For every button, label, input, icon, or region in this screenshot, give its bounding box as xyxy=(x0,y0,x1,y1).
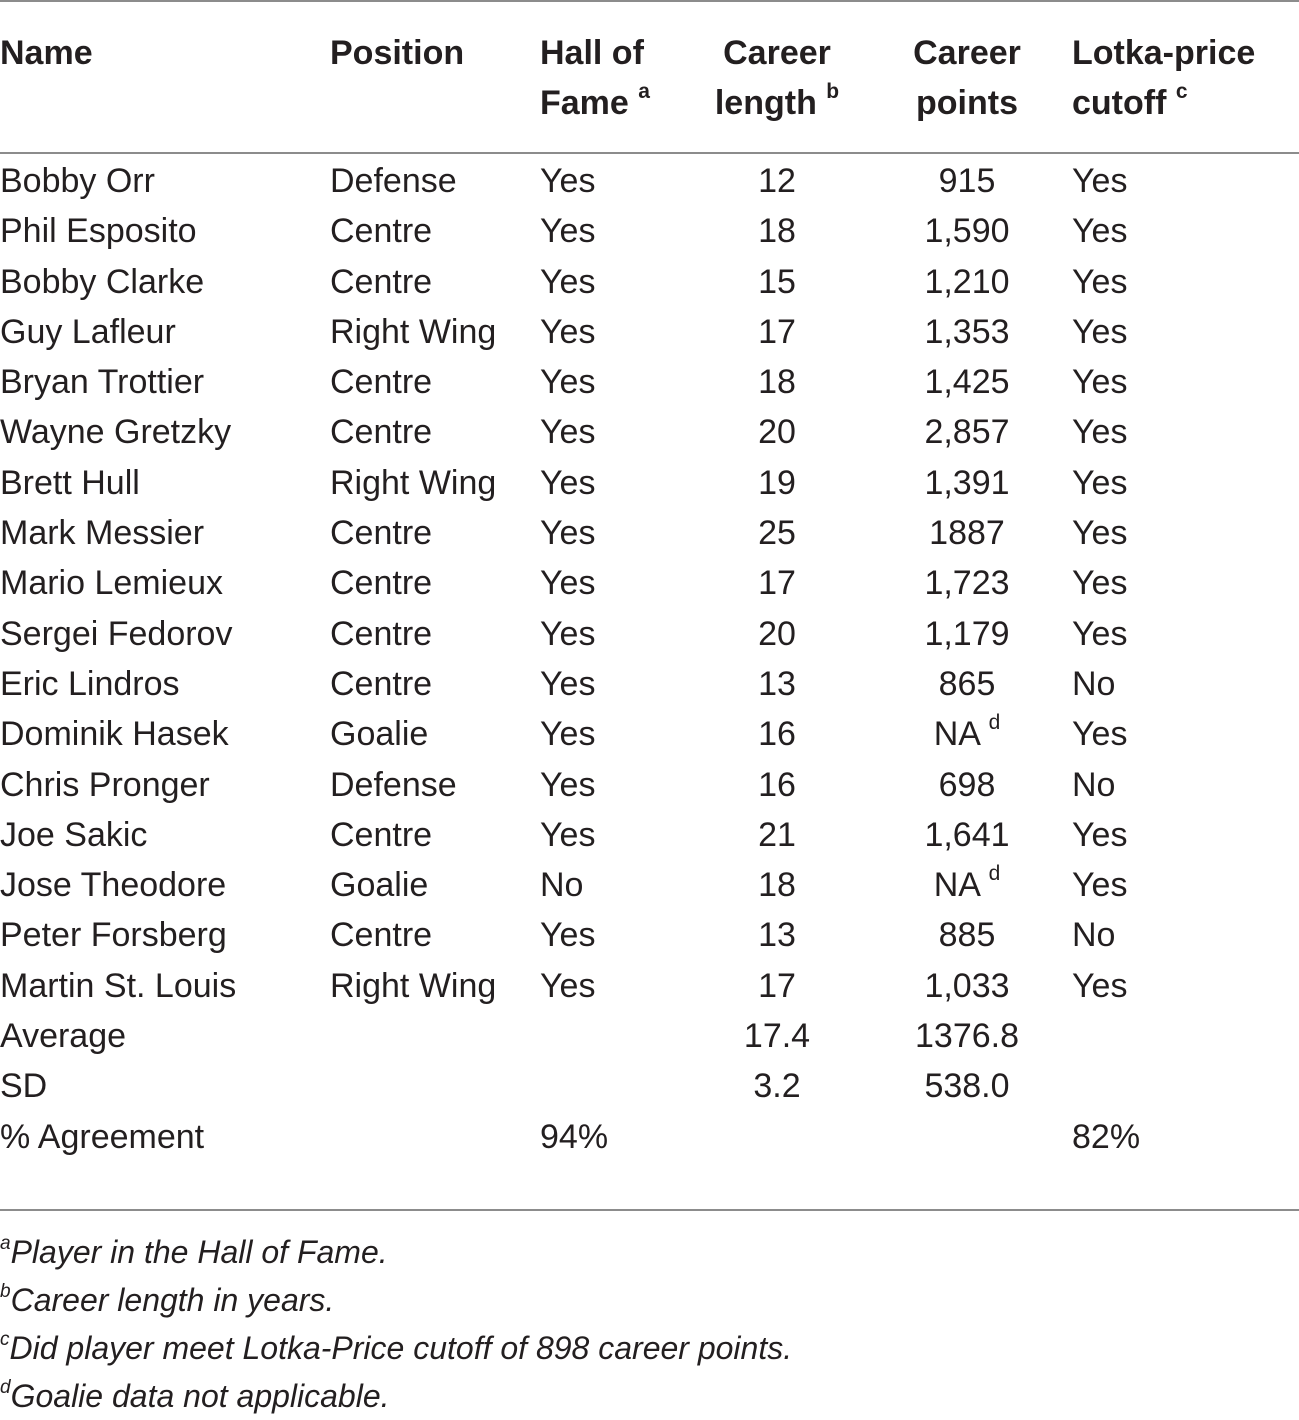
cell-hall-of-fame: Yes xyxy=(540,916,596,955)
cell-career-points: 915 xyxy=(938,162,996,200)
cell-position: Defense xyxy=(330,765,457,804)
summary-cell xyxy=(862,1112,1072,1162)
cell-career-length: 17 xyxy=(758,564,796,603)
cell-position: Goalie xyxy=(330,866,429,905)
summary-cell: 17.4 xyxy=(743,1017,811,1056)
cell-career-points: 1,391 xyxy=(924,463,1010,502)
header-name: Name xyxy=(0,34,93,72)
cell-career-length: 18 xyxy=(758,212,796,251)
footnote-mark: d xyxy=(988,861,1001,885)
footnote: $^d$Goalie data not applicable. xyxy=(0,1377,390,1414)
summary-cell xyxy=(692,1112,862,1162)
header-lotka-cutoff: Lotka-price cutoff $^c$ xyxy=(1072,34,1256,122)
footnote-mark: d xyxy=(988,710,1001,734)
cell-lotka-cutoff: Yes xyxy=(1072,614,1128,653)
summary-cell xyxy=(1072,1011,1299,1061)
footnote: $^a$Player in the Hall of Fame. xyxy=(0,1233,388,1270)
table-row xyxy=(0,860,1299,910)
cell-position: Centre xyxy=(330,815,433,854)
summary-sd-row xyxy=(0,1061,1299,1111)
cell-lotka-cutoff: Yes xyxy=(1072,564,1128,603)
table-row xyxy=(0,961,1299,1011)
footnotes xyxy=(0,1228,1299,1420)
table-row xyxy=(0,357,1299,407)
summary-cell xyxy=(1072,1061,1299,1111)
footnote: $^b$Career length in years. xyxy=(0,1281,335,1318)
table-row xyxy=(0,156,1299,206)
table-row xyxy=(0,709,1299,759)
cell-hall-of-fame: Yes xyxy=(540,212,596,251)
cell-lotka-cutoff: Yes xyxy=(1072,262,1128,301)
cell-lotka-cutoff: Yes xyxy=(1072,815,1128,854)
cell-hall-of-fame: Yes xyxy=(540,514,596,553)
cell-name: Joe Sakic xyxy=(0,815,148,854)
table-row xyxy=(0,407,1299,457)
footnote: $^c$Did player meet Lotka-Price cutoff of 898 career points. xyxy=(0,1329,793,1366)
cell-career-length: 18 xyxy=(758,363,796,402)
cell-career-points: 2,857 xyxy=(924,413,1010,452)
summary-average-row xyxy=(0,1011,1299,1061)
cell-name: Guy Lafleur xyxy=(0,312,176,351)
summary-cell: % Agreement xyxy=(0,1117,205,1156)
summary-cell: 3.2 xyxy=(753,1067,801,1106)
cell-hall-of-fame: Yes xyxy=(540,312,596,351)
cell-hall-of-fame: Yes xyxy=(540,664,596,703)
cell-hall-of-fame: Yes xyxy=(540,463,596,502)
header-hall-of-fame: Hall of Fame $^a$ xyxy=(540,34,650,122)
cell-position: Goalie xyxy=(330,715,429,754)
cell-hall-of-fame: Yes xyxy=(540,614,596,653)
summary-cell xyxy=(330,1011,540,1061)
cell-lotka-cutoff: Yes xyxy=(1072,363,1128,402)
summary-cell xyxy=(540,1061,692,1111)
summary-cell xyxy=(540,1011,692,1061)
cell-lotka-cutoff: Yes xyxy=(1072,866,1128,905)
cell-position: Centre xyxy=(330,413,433,452)
cell-career-points: 1,590 xyxy=(924,212,1010,251)
cell-career-points: 1887 xyxy=(929,514,1005,553)
cell-hall-of-fame: No xyxy=(540,866,584,905)
header-career-points: Career points xyxy=(913,34,1021,122)
table-row xyxy=(0,458,1299,508)
cell-name: Bryan Trottier xyxy=(0,363,205,402)
cell-position: Right Wing xyxy=(330,463,497,502)
summary-agreement-row xyxy=(0,1112,1299,1162)
table-row xyxy=(0,810,1299,860)
cell-career-points: 1,210 xyxy=(924,262,1010,301)
cell-position: Centre xyxy=(330,664,433,703)
cell-lotka-cutoff: Yes xyxy=(1072,413,1128,452)
cell-hall-of-fame: Yes xyxy=(540,262,596,301)
cell-career-length: 20 xyxy=(758,413,796,452)
cell-lotka-cutoff: Yes xyxy=(1072,514,1128,553)
cell-name: Dominik Hasek xyxy=(0,715,229,754)
cell-career-length: 15 xyxy=(758,262,796,301)
cell-career-length: 17 xyxy=(758,312,796,351)
cell-position: Right Wing xyxy=(330,312,497,351)
table-row xyxy=(0,558,1299,608)
cell-name: Bobby Clarke xyxy=(0,262,205,301)
header-position: Position xyxy=(330,34,465,72)
cell-position: Centre xyxy=(330,262,433,301)
cell-name: Bobby Orr xyxy=(0,162,155,200)
cell-career-points: 885 xyxy=(938,916,996,955)
summary-cell xyxy=(330,1061,540,1111)
summary-cell: 94% xyxy=(540,1117,609,1156)
cell-name: Phil Esposito xyxy=(0,212,197,251)
cell-career-length: 18 xyxy=(758,866,796,905)
cell-lotka-cutoff: Yes xyxy=(1072,715,1128,754)
cell-lotka-cutoff: No xyxy=(1072,664,1116,703)
cell-career-length: 20 xyxy=(758,614,796,653)
summary-cell: Average xyxy=(0,1017,127,1056)
cell-career-points: 1,425 xyxy=(924,363,1010,402)
header-row xyxy=(0,0,1299,128)
table-row xyxy=(0,508,1299,558)
table-row xyxy=(0,206,1299,256)
cell-name: Mario Lemieux xyxy=(0,564,223,603)
cell-name: Brett Hull xyxy=(0,463,140,502)
table-row xyxy=(0,257,1299,307)
cell-hall-of-fame: Yes xyxy=(540,715,596,754)
table-row xyxy=(0,307,1299,357)
cell-name: Peter Forsberg xyxy=(0,916,227,955)
cell-career-points: NA $^d$ xyxy=(933,861,1001,905)
cell-career-points: 1,179 xyxy=(924,614,1010,653)
cell-lotka-cutoff: Yes xyxy=(1072,162,1128,200)
table-row xyxy=(0,609,1299,659)
cell-position: Right Wing xyxy=(330,966,497,1005)
cell-name: Wayne Gretzky xyxy=(0,413,232,452)
cell-name: Mark Messier xyxy=(0,514,205,553)
cell-career-length: 17 xyxy=(758,966,796,1005)
cell-career-points: 698 xyxy=(938,765,996,804)
cell-career-length: 25 xyxy=(758,514,796,553)
cell-position: Centre xyxy=(330,212,433,251)
cell-hall-of-fame: Yes xyxy=(540,363,596,402)
cell-career-length: 21 xyxy=(758,815,796,854)
summary-cell: SD xyxy=(0,1067,48,1106)
cell-hall-of-fame: Yes xyxy=(540,413,596,452)
cell-name: Eric Lindros xyxy=(0,664,180,703)
cell-career-points: 1,033 xyxy=(924,966,1010,1005)
cell-career-points: NA $^d$ xyxy=(933,710,1001,754)
cell-name: Jose Theodore xyxy=(0,866,227,905)
cell-hall-of-fame: Yes xyxy=(540,966,596,1005)
cell-hall-of-fame: Yes xyxy=(540,564,596,603)
cell-career-length: 16 xyxy=(758,715,796,754)
cell-hall-of-fame: Yes xyxy=(540,765,596,804)
summary-cell: 1376.8 xyxy=(915,1017,1019,1056)
cell-career-length: 12 xyxy=(758,162,796,200)
cell-career-length: 16 xyxy=(758,765,796,804)
cell-position: Centre xyxy=(330,564,433,603)
cell-career-points: 1,641 xyxy=(924,815,1010,854)
cell-lotka-cutoff: Yes xyxy=(1072,212,1128,251)
cell-lotka-cutoff: No xyxy=(1072,916,1116,955)
cell-career-length: 13 xyxy=(758,664,796,703)
cell-position: Centre xyxy=(330,614,433,653)
cell-position: Centre xyxy=(330,916,433,955)
cell-position: Centre xyxy=(330,363,433,402)
spacer-row xyxy=(0,128,1299,156)
table-row xyxy=(0,910,1299,960)
cell-lotka-cutoff: No xyxy=(1072,765,1116,804)
cell-name: Martin St. Louis xyxy=(0,966,237,1005)
cell-hall-of-fame: Yes xyxy=(540,815,596,854)
summary-cell xyxy=(330,1112,540,1162)
cell-lotka-cutoff: Yes xyxy=(1072,312,1128,351)
bottom-rule xyxy=(0,1209,1299,1211)
summary-cell: 538.0 xyxy=(924,1067,1010,1106)
cell-name: Sergei Fedorov xyxy=(0,614,233,653)
summary-cell: 82% xyxy=(1072,1117,1141,1156)
cell-position: Centre xyxy=(330,514,433,553)
header-career-length: Career length $^b$ xyxy=(714,34,840,122)
cell-career-points: 1,723 xyxy=(924,564,1010,603)
cell-career-points: 1,353 xyxy=(924,312,1010,351)
cell-lotka-cutoff: Yes xyxy=(1072,463,1128,502)
cell-career-length: 13 xyxy=(758,916,796,955)
cell-career-length: 19 xyxy=(758,463,796,502)
table-row xyxy=(0,760,1299,810)
cell-name: Chris Pronger xyxy=(0,765,210,804)
cell-position: Defense xyxy=(330,162,457,200)
cell-lotka-cutoff: Yes xyxy=(1072,966,1128,1005)
table-row xyxy=(0,659,1299,709)
cell-hall-of-fame: Yes xyxy=(540,162,596,200)
cell-career-points: 865 xyxy=(938,664,996,703)
